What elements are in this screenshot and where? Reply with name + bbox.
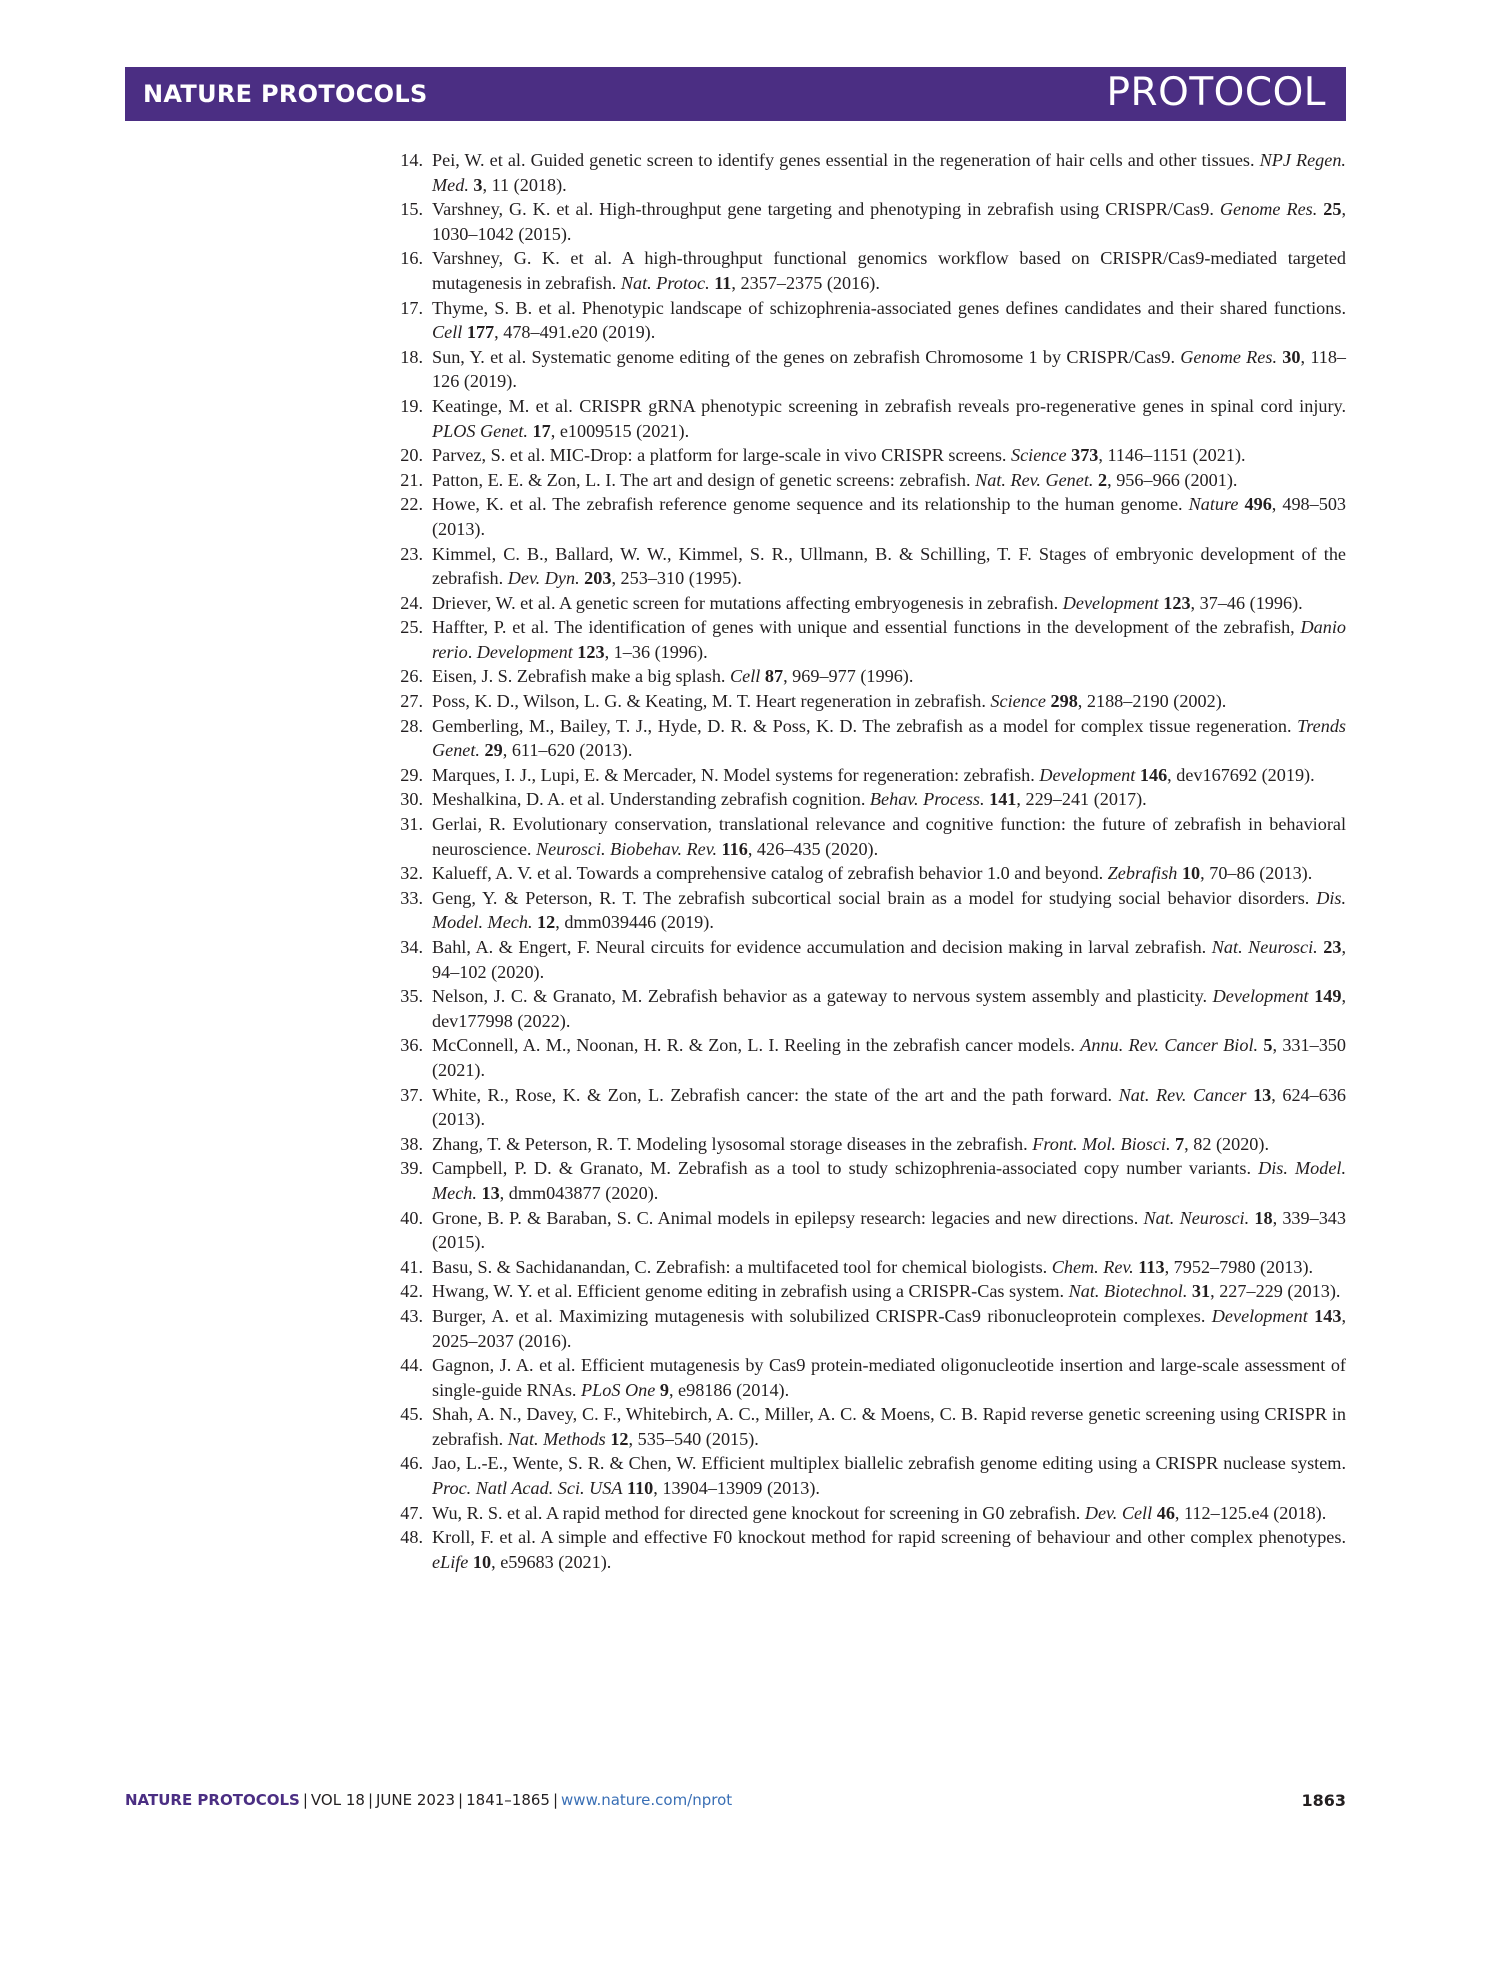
reference-journal: Nat. Protoc. xyxy=(620,272,710,293)
reference-segment: Gagnon, J. A. et al. Efficient mutagenesis by Cas9 protein-mediated oligonucleotide insertion and large-scale assessment of single-guide RNAs. xyxy=(432,1355,1346,1400)
footer-journal-name: NATURE PROTOCOLS xyxy=(125,1791,300,1809)
reference-segment: , 82 (2020). xyxy=(1184,1133,1270,1154)
reference-segment: Poss, K. D., Wilson, L. G. & Keating, M. T. Heart regeneration in zebrafish. xyxy=(432,691,991,712)
reference-text xyxy=(432,296,1346,345)
reference-segment: , 13904–13909 (2013). xyxy=(653,1478,820,1499)
reference-item xyxy=(396,1279,1346,1304)
reference-segment: , 956–966 (2001). xyxy=(1107,469,1238,490)
reference-segment: Howe, K. et al. The zebrafish reference genome sequence and its relationship to the human genome. xyxy=(432,494,1189,515)
reference-number: 23. xyxy=(400,543,423,564)
reference-journal: Chem. Rev. xyxy=(1051,1256,1134,1277)
reference-text xyxy=(432,394,1346,443)
reference-journal: Cell xyxy=(730,666,761,687)
reference-text xyxy=(432,935,1346,984)
reference-number: 40. xyxy=(400,1207,423,1228)
reference-number: 47. xyxy=(400,1502,423,1523)
reference-segment: , 2188–2190 (2002). xyxy=(1077,691,1227,712)
reference-segment: Zhang, T. & Peterson, R. T. Modeling lysosomal storage diseases in the zebrafish. xyxy=(432,1133,1033,1154)
reference-volume: 2 xyxy=(1098,469,1108,490)
reference-number: 39. xyxy=(400,1158,423,1179)
reference-item xyxy=(396,394,1346,443)
reference-item xyxy=(396,1501,1346,1526)
reference-journal: Danio rerio xyxy=(432,617,1346,662)
reference-item xyxy=(396,1451,1346,1500)
reference-number: 31. xyxy=(400,814,423,835)
reference-text xyxy=(432,468,1346,493)
reference-volume: 23 xyxy=(1323,937,1342,957)
reference-volume: 30 xyxy=(1282,346,1301,367)
reference-segment: Sun, Y. et al. Systematic genome editing of the genes on zebrafish Chromosome 1 by CRISPR/Cas9. xyxy=(432,346,1181,367)
reference-number: 28. xyxy=(400,715,423,736)
reference-segment: , dmm043877 (2020). xyxy=(499,1182,659,1203)
reference-segment: , 11 (2018). xyxy=(482,174,567,195)
journal-header-banner xyxy=(125,67,1346,121)
reference-text xyxy=(432,763,1346,788)
footer-page-range: 1841–1865 xyxy=(466,1791,550,1809)
reference-segment: , 118–126 (2019). xyxy=(432,346,1347,392)
reference-item xyxy=(396,492,1346,541)
reference-segment: Geng, Y. & Peterson, R. T. The zebrafish subcortical social brain as a model for studying social behavior disorders. xyxy=(432,887,1317,908)
reference-volume: 11 xyxy=(714,272,732,293)
reference-number: 18. xyxy=(400,346,423,367)
page-number: 1863 xyxy=(1301,1791,1346,1810)
reference-journal: Cell xyxy=(432,322,463,343)
reference-segment: Kroll, F. et al. A simple and effective F0 knockout method for rapid screening of behaviour and other complex phenotypes. xyxy=(432,1527,1346,1548)
reference-volume: 141 xyxy=(989,789,1017,810)
reference-item xyxy=(396,787,1346,812)
reference-segment: , dev177998 (2022). xyxy=(432,986,1347,1031)
reference-text xyxy=(432,542,1346,591)
reference-segment: Marques, I. J., Lupi, E. & Mercader, N. Model systems for regeneration: zebrafish. xyxy=(432,764,1040,785)
reference-segment: . xyxy=(467,641,477,662)
reference-segment: , dev167692 (2019). xyxy=(1167,764,1315,785)
reference-segment: Parvez, S. et al. MIC-Drop: a platform for large-scale in vivo CRISPR screens. xyxy=(432,445,1012,466)
reference-volume: 9 xyxy=(659,1379,669,1400)
reference-item xyxy=(396,1132,1346,1157)
reference-journal: Nat. Rev. Cancer xyxy=(1118,1084,1247,1105)
reference-number: 32. xyxy=(400,863,423,884)
reference-item xyxy=(396,861,1346,886)
reference-volume: 3 xyxy=(473,174,483,195)
reference-volume: 116 xyxy=(721,838,748,859)
reference-journal: Dev. Cell xyxy=(1084,1502,1153,1523)
journal-name: NATURE PROTOCOLS xyxy=(143,80,428,108)
reference-text xyxy=(432,1132,1346,1157)
reference-segment: , 339–343 (2015). xyxy=(432,1207,1346,1253)
reference-item xyxy=(396,689,1346,714)
reference-segment: , 94–102 (2020). xyxy=(432,937,1347,982)
reference-segment: Hwang, W. Y. et al. Efficient genome editing in zebrafish using a CRISPR-Cas system. xyxy=(432,1281,1069,1302)
reference-volume: 17 xyxy=(532,420,551,441)
reference-segment: , 478–491.e20 (2019). xyxy=(494,322,656,343)
reference-number: 21. xyxy=(400,469,423,490)
reference-journal: Nat. Rev. Genet. xyxy=(975,469,1094,490)
reference-text xyxy=(432,787,1346,812)
reference-number: 45. xyxy=(400,1404,423,1425)
reference-text xyxy=(432,714,1346,763)
reference-segment: Keatinge, M. et al. CRISPR gRNA phenotypic screening in zebrafish reveals pro-regenerative genes in spinal cord injury. xyxy=(432,395,1346,416)
reference-journal: PLOS Genet. xyxy=(432,420,528,441)
reference-number: 26. xyxy=(400,666,423,687)
reference-item xyxy=(396,148,1346,197)
reference-volume: 12 xyxy=(537,912,556,933)
reference-volume: 149 xyxy=(1314,986,1342,1007)
reference-journal: Nat. Neurosci. xyxy=(1143,1207,1250,1228)
reference-number: 30. xyxy=(400,789,423,810)
reference-number: 17. xyxy=(400,297,423,318)
reference-segment: , 70–86 (2013). xyxy=(1200,863,1313,884)
reference-segment: , dmm039446 (2019). xyxy=(555,912,714,933)
reference-volume: 110 xyxy=(626,1478,654,1499)
reference-item xyxy=(396,1083,1346,1132)
reference-segment: Meshalkina, D. A. et al. Understanding zebrafish cognition. xyxy=(432,789,870,810)
reference-item xyxy=(396,1304,1346,1353)
reference-journal: Dis. Model. Mech. xyxy=(432,1158,1346,1203)
reference-journal: Dev. Dyn. xyxy=(507,568,580,589)
reference-number: 37. xyxy=(400,1084,423,1105)
reference-text xyxy=(432,148,1346,197)
reference-item xyxy=(396,1353,1346,1402)
reference-volume: 143 xyxy=(1314,1305,1342,1326)
reference-number: 41. xyxy=(400,1256,423,1277)
reference-number: 19. xyxy=(400,395,423,416)
reference-item xyxy=(396,345,1346,394)
reference-number: 43. xyxy=(400,1305,423,1326)
reference-journal: Development xyxy=(1212,986,1309,1007)
reference-journal: eLife xyxy=(432,1551,469,1572)
reference-text xyxy=(432,1156,1346,1205)
reference-number: 29. xyxy=(400,764,423,785)
reference-text xyxy=(432,1255,1346,1280)
reference-item xyxy=(396,296,1346,345)
page-footer xyxy=(125,1791,1346,1815)
reference-volume: 31 xyxy=(1191,1281,1211,1302)
reference-volume: 123 xyxy=(1163,592,1191,613)
reference-segment: Pei, W. et al. Guided genetic screen to identify genes essential in the regeneration of hair cells and other tissues. xyxy=(432,150,1260,170)
reference-text xyxy=(432,1451,1346,1500)
reference-volume: 13 xyxy=(481,1182,500,1203)
reference-text xyxy=(432,812,1346,861)
reference-volume: 13 xyxy=(1253,1084,1272,1105)
reference-volume: 7 xyxy=(1175,1133,1185,1154)
reference-number: 24. xyxy=(400,592,423,613)
reference-volume: 10 xyxy=(1181,863,1201,884)
reference-segment: , 535–540 (2015). xyxy=(628,1428,759,1449)
footer-separator: | xyxy=(458,1791,464,1809)
reference-text xyxy=(432,861,1346,886)
reference-volume: 203 xyxy=(584,568,612,589)
reference-segment: Shah, A. N., Davey, C. F., Whitebirch, A. C., Miller, A. C. & Moens, C. B. Rapid reverse genetic screening using CRISPR in zebrafish. xyxy=(432,1404,1346,1449)
reference-item xyxy=(396,763,1346,788)
footer-journal-link[interactable]: www.nature.com/nprot xyxy=(561,1791,733,1809)
reference-number: 20. xyxy=(400,445,423,466)
reference-volume: 298 xyxy=(1050,691,1078,712)
reference-segment: Patton, E. E. & Zon, L. I. The art and design of genetic screens: zebrafish. xyxy=(432,469,976,490)
reference-text xyxy=(432,1501,1346,1526)
reference-item xyxy=(396,935,1346,984)
reference-item xyxy=(396,591,1346,616)
reference-journal: Annu. Rev. Cancer Biol. xyxy=(1080,1035,1259,1056)
footer-separator: | xyxy=(302,1791,308,1809)
reference-segment: , 1030–1042 (2015). xyxy=(432,199,1346,244)
reference-journal: NPJ Regen. Med. xyxy=(432,150,1346,195)
reference-journal: Proc. Natl Acad. Sci. USA xyxy=(432,1478,623,1499)
reference-segment: , 624–636 (2013). xyxy=(432,1084,1347,1130)
reference-segment: Gerlai, R. Evolutionary conservation, translational relevance and cognitive function: the future of zebrafish in behavioral neuroscience. xyxy=(432,814,1346,859)
reference-volume: 113 xyxy=(1138,1256,1165,1277)
footer-separator: | xyxy=(367,1791,373,1809)
reference-segment: , 37–46 (1996). xyxy=(1190,592,1303,613)
reference-item xyxy=(396,468,1346,493)
reference-journal: Nat. Biotechnol. xyxy=(1068,1281,1188,1302)
reference-segment: Varshney, G. K. et al. High-throughput gene targeting and phenotyping in zebrafish using CRISPR/Cas9. xyxy=(432,199,1220,220)
reference-number: 33. xyxy=(400,887,423,908)
reference-journal: PLoS One xyxy=(581,1379,656,1400)
reference-volume: 496 xyxy=(1244,494,1272,515)
reference-segment: , 229–241 (2017). xyxy=(1016,789,1147,810)
reference-item xyxy=(396,443,1346,468)
reference-segment: Grone, B. P. & Baraban, S. C. Animal models in epilepsy research: legacies and new directions. xyxy=(432,1207,1144,1228)
reference-segment: Kimmel, C. B., Ballard, W. W., Kimmel, S. R., Ullmann, B. & Schilling, T. F. Stages of embryonic development of the zebrafish. xyxy=(432,543,1346,589)
reference-text xyxy=(432,1033,1346,1082)
reference-segment: Kalueff, A. V. et al. Towards a comprehensive catalog of zebrafish behavior 1.0 and beyond. xyxy=(432,863,1108,884)
reference-volume: 12 xyxy=(610,1428,629,1449)
footer-issue-date: JUNE 2023 xyxy=(376,1791,456,1809)
reference-volume: 46 xyxy=(1156,1502,1175,1523)
reference-number: 27. xyxy=(400,691,423,712)
reference-segment: , 2025–2037 (2016). xyxy=(432,1305,1346,1351)
reference-segment: , 253–310 (1995). xyxy=(611,568,742,589)
reference-number: 25. xyxy=(400,617,423,638)
reference-volume: 18 xyxy=(1254,1207,1273,1228)
reference-segment: , 1–36 (1996). xyxy=(604,641,708,662)
reference-number: 46. xyxy=(400,1453,423,1474)
reference-journal: Genome Res. xyxy=(1180,346,1277,367)
reference-journal: Development xyxy=(476,641,573,662)
reference-text xyxy=(432,1083,1346,1132)
reference-number: 44. xyxy=(400,1355,423,1376)
reference-text xyxy=(432,1353,1346,1402)
reference-segment: , 112–125.e4 (2018). xyxy=(1174,1502,1327,1523)
reference-item xyxy=(396,246,1346,295)
reference-text xyxy=(432,492,1346,541)
reference-segment: , e98186 (2014). xyxy=(668,1379,790,1400)
reference-journal: Behav. Process. xyxy=(869,789,985,810)
reference-text xyxy=(432,345,1346,394)
reference-journal: Development xyxy=(1062,592,1159,613)
reference-item xyxy=(396,886,1346,935)
reference-segment: , 1146–1151 (2021). xyxy=(1098,445,1246,466)
reference-volume: 146 xyxy=(1139,764,1168,785)
reference-segment: Gemberling, M., Bailey, T. J., Hyde, D. R. & Poss, K. D. The zebrafish as a model for complex tissue regeneration. xyxy=(432,715,1298,736)
reference-text xyxy=(432,591,1346,616)
reference-journal: Neurosci. Biobehav. Rev. xyxy=(536,838,717,859)
reference-volume: 177 xyxy=(466,322,495,343)
reference-segment: Thyme, S. B. et al. Phenotypic landscape of schizophrenia-associated genes defines candidates and their shared functions. xyxy=(432,297,1346,318)
reference-text xyxy=(432,984,1346,1033)
reference-number: 22. xyxy=(400,494,423,515)
reference-segment: , 7952–7980 (2013). xyxy=(1164,1256,1314,1277)
reference-segment: , 426–435 (2020). xyxy=(747,838,879,859)
reference-number: 38. xyxy=(400,1133,423,1154)
reference-text xyxy=(432,689,1346,714)
reference-number: 14. xyxy=(400,150,423,170)
reference-item xyxy=(396,812,1346,861)
reference-item xyxy=(396,1525,1346,1574)
footer-separator: | xyxy=(552,1791,559,1809)
reference-text xyxy=(432,1402,1346,1451)
reference-journal: Zebrafish xyxy=(1107,863,1178,884)
reference-volume: 123 xyxy=(577,641,605,662)
reference-segment: , 969–977 (1996). xyxy=(783,666,914,687)
reference-number: 42. xyxy=(400,1281,423,1302)
reference-segment: , 227–229 (2013). xyxy=(1210,1281,1341,1302)
reference-text xyxy=(432,1304,1346,1353)
reference-segment: Haffter, P. et al. The identification of genes with unique and essential functions in the development of the zebrafish, xyxy=(432,617,1301,638)
reference-text xyxy=(432,615,1346,664)
reference-volume: 5 xyxy=(1263,1035,1273,1056)
reference-segment: , 611–620 (2013). xyxy=(502,740,633,761)
reference-volume: 29 xyxy=(484,740,503,761)
reference-journal: Trends Genet. xyxy=(432,715,1346,761)
reference-journal: Development xyxy=(1211,1305,1308,1326)
reference-volume: 87 xyxy=(764,666,784,687)
reference-number: 15. xyxy=(400,199,423,220)
reference-segment: Varshney, G. K. et al. A high-throughput functional genomics workflow based on CRISPR/Cas9-mediated targeted mutagenesis in zebrafish. xyxy=(432,248,1346,293)
reference-segment: Basu, S. & Sachidanandan, C. Zebrafish: a multifaceted tool for chemical biologists. xyxy=(432,1256,1052,1277)
reference-journal: Genome Res. xyxy=(1219,199,1318,220)
reference-number: 35. xyxy=(400,986,423,1007)
reference-item xyxy=(396,615,1346,664)
reference-number: 48. xyxy=(400,1527,423,1548)
reference-item xyxy=(396,1206,1346,1255)
footer-volume: VOL 18 xyxy=(310,1791,365,1809)
reference-journal: Nature xyxy=(1188,494,1239,515)
reference-number: 36. xyxy=(400,1035,423,1056)
reference-segment: Burger, A. et al. Maximizing mutagenesis with solubilized CRISPR-Cas9 ribonucleoprotein complexes. xyxy=(432,1305,1212,1326)
reference-text xyxy=(432,1206,1346,1255)
reference-item xyxy=(396,1402,1346,1451)
reference-volume: 25 xyxy=(1323,199,1342,220)
reference-segment: White, R., Rose, K. & Zon, L. Zebrafish cancer: the state of the art and the path forward. xyxy=(432,1084,1119,1105)
reference-text xyxy=(432,886,1346,935)
reference-segment: , e59683 (2021). xyxy=(491,1551,612,1572)
reference-journal: Development xyxy=(1039,764,1136,785)
reference-number: 16. xyxy=(400,248,423,269)
reference-text xyxy=(432,1279,1346,1304)
reference-volume: 373 xyxy=(1071,445,1099,466)
reference-item xyxy=(396,714,1346,763)
reference-item xyxy=(396,664,1346,689)
reference-journal: Front. Mol. Biosci. xyxy=(1032,1133,1171,1154)
reference-list xyxy=(396,148,1346,1574)
reference-item xyxy=(396,1255,1346,1280)
reference-segment: Bahl, A. & Engert, F. Neural circuits for evidence accumulation and decision making in larval zebrafish. xyxy=(432,937,1212,957)
reference-segment: , 331–350 (2021). xyxy=(432,1035,1346,1080)
reference-segment: Campbell, P. D. & Granato, M. Zebrafish as a tool to study schizophrenia-associated copy number variants. xyxy=(432,1158,1259,1179)
reference-journal: Nat. Methods xyxy=(507,1428,606,1449)
reference-item xyxy=(396,197,1346,246)
reference-journal: Science xyxy=(1011,445,1067,466)
reference-item xyxy=(396,542,1346,591)
reference-item xyxy=(396,1033,1346,1082)
reference-item xyxy=(396,984,1346,1033)
reference-text xyxy=(432,246,1346,295)
reference-number: 34. xyxy=(400,937,423,957)
footer-citation xyxy=(125,1791,732,1809)
reference-segment: , e1009515 (2021). xyxy=(550,420,690,441)
reference-journal: Science xyxy=(990,691,1046,712)
reference-journal: Dis. Model. Mech. xyxy=(432,887,1346,933)
reference-segment: Nelson, J. C. & Granato, M. Zebrafish behavior as a gateway to nervous system assembly and plasticity. xyxy=(432,986,1213,1007)
reference-segment: Driever, W. et al. A genetic screen for mutations affecting embryogenesis in zebrafish. xyxy=(432,592,1063,613)
reference-volume: 10 xyxy=(472,1551,492,1572)
reference-text xyxy=(432,1525,1346,1574)
reference-text xyxy=(432,197,1346,246)
reference-text xyxy=(432,443,1346,468)
reference-journal: Nat. Neurosci. xyxy=(1211,937,1318,957)
reference-segment: Jao, L.-E., Wente, S. R. & Chen, W. Efficient multiplex biallelic zebrafish genome editing using a CRISPR nuclease system. xyxy=(432,1453,1346,1474)
reference-segment: McConnell, A. M., Noonan, H. R. & Zon, L. I. Reeling in the zebrafish cancer models. xyxy=(432,1035,1081,1056)
reference-segment: Wu, R. S. et al. A rapid method for directed gene knockout for screening in G0 zebrafish. xyxy=(432,1502,1085,1523)
reference-segment: , 498–503 (2013). xyxy=(432,494,1347,539)
reference-segment: Eisen, J. S. Zebrafish make a big splash. xyxy=(432,666,731,687)
reference-text xyxy=(432,664,1346,689)
reference-item xyxy=(396,1156,1346,1205)
reference-segment: , 2357–2375 (2016). xyxy=(731,272,880,293)
article-type-label: PROTOCOL xyxy=(1106,70,1326,115)
